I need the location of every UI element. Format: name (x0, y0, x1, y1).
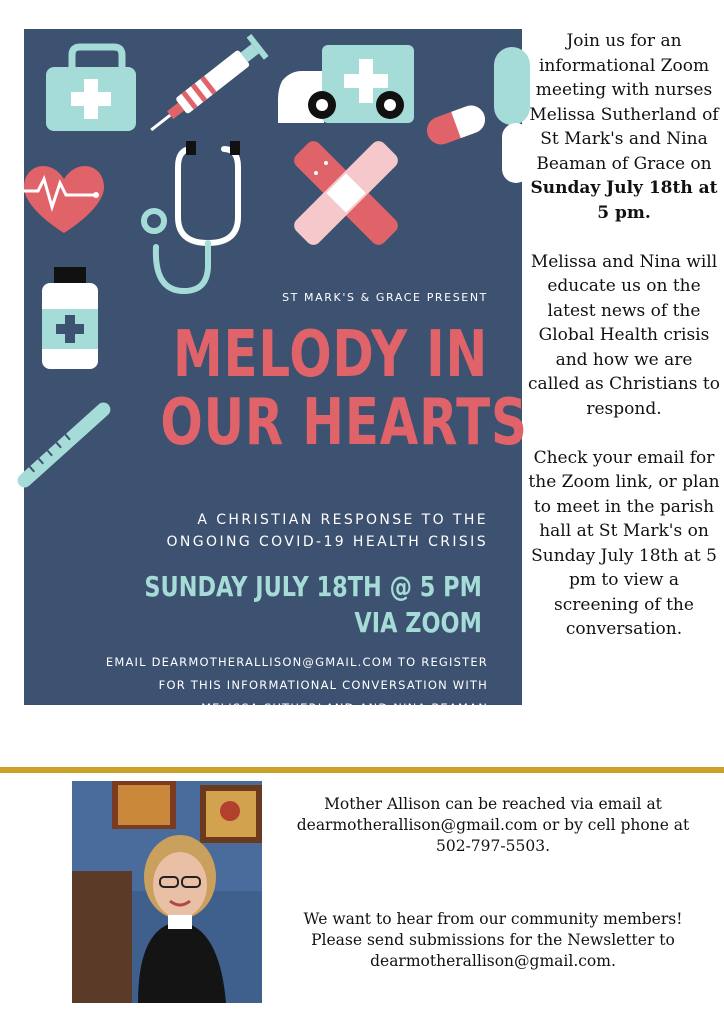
submissions-info: We want to hear from our community members! Please send submissions for the Newsletter to dearmotherallison@gmail.com. (303, 910, 683, 970)
poster-subtitle (48, 509, 488, 553)
contact-section (288, 794, 698, 1024)
section-divider (0, 767, 724, 773)
bandage-icon (291, 138, 401, 248)
thermometer-icon (15, 400, 114, 491)
register-line-2: FOR THIS INFORMATIONAL CONVERSATION WITH (158, 678, 488, 692)
registration-info (18, 651, 488, 720)
poster-title (160, 318, 528, 460)
intro-text: Join us for an informational Zoom meeting with nurses Melissa Sutherland of St Mark's and Nina Beaman of Grace on (529, 31, 719, 174)
event-description (528, 29, 720, 666)
presenter-line: ST MARK'S & GRACE PRESENT (282, 291, 488, 304)
pill-icon (423, 47, 530, 183)
ambulance-icon (278, 45, 414, 123)
event-datetime (145, 569, 482, 641)
stethoscope-icon (144, 141, 240, 291)
topic-paragraph: Melissa and Nina will educate us on the latest news of the Global Health crisis and how we are called as Christians to respond. (528, 251, 720, 419)
datetime-line: SUNDAY JULY 18TH @ 5 PM (144, 570, 482, 603)
medicine-bottle-icon (42, 267, 98, 369)
title-line-1: MELODY IN (173, 318, 488, 392)
medical-kit-icon (46, 47, 136, 131)
logistics-paragraph: Check your email for the Zoom link, or plan to meet in the parish hall at St Mark's on Sunday July 18th at 5 pm to view a screening of the conversation. (528, 447, 720, 639)
intro-date: Sunday July 18th at 5 pm. (530, 178, 718, 223)
venue-line: VIA ZOOM (354, 606, 482, 639)
register-line-1: EMAIL DEARMOTHERALLISON@GMAIL.COM TO REGISTER (105, 655, 488, 669)
intro-paragraph (528, 29, 720, 225)
title-line-2: OUR HEARTS (160, 386, 528, 460)
mother-allison-photo (72, 781, 262, 1003)
syringe-icon (143, 34, 269, 141)
subtitle-line-1: A CHRISTIAN RESPONSE TO THE (197, 512, 488, 528)
event-poster (24, 29, 528, 715)
contact-info: Mother Allison can be reached via email at dearmotherallison@gmail.com or by cell phone at 502-797-5503. (296, 795, 690, 855)
register-line-3: MELISSA SUTHERLAND AND NINA BEAMAN (201, 701, 488, 715)
subtitle-line-2: ONGOING COVID-19 HEALTH CRISIS (166, 534, 488, 550)
heart-pulse-icon (24, 166, 104, 233)
